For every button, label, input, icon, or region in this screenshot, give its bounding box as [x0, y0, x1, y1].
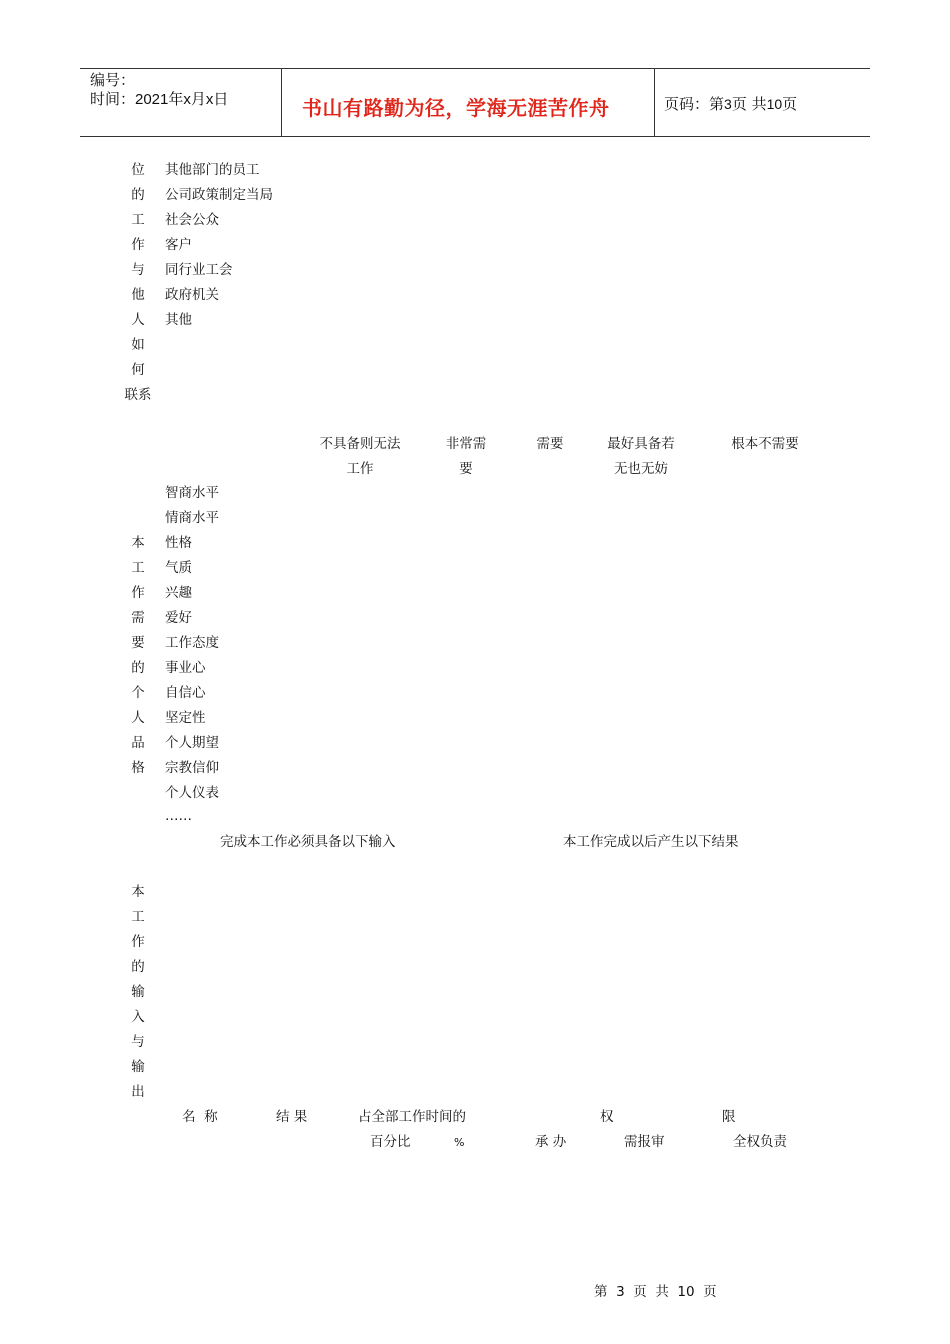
side-char: 的	[131, 959, 145, 975]
side-char: 工	[131, 560, 145, 576]
list-item: 性格	[165, 535, 192, 551]
list-item: 智商水平	[165, 485, 219, 501]
list-item: 客户	[165, 237, 192, 253]
scale-header-not-needed	[720, 432, 810, 457]
side-char: 需	[131, 610, 145, 626]
col-header-pct-unit: %	[454, 1136, 465, 1149]
list-item: 其他部门的员工	[165, 162, 260, 178]
qualities-list	[165, 481, 219, 826]
side-char: 如	[131, 337, 145, 353]
scale-header-needed	[525, 432, 575, 457]
side-char: 格	[131, 760, 145, 776]
side-char: 品	[131, 735, 145, 751]
page-total: 10	[766, 96, 783, 112]
page-current: 3	[724, 96, 732, 112]
list-item: 爱好	[165, 610, 192, 626]
side-char: 工	[131, 212, 145, 228]
col-header-name: 名 称	[182, 1109, 218, 1125]
scale-header-very-needed	[436, 432, 496, 482]
page-suffix: 页	[782, 95, 798, 113]
side-char: 入	[131, 1009, 145, 1025]
list-item: 同行业工会	[165, 262, 233, 278]
side-char: 出	[131, 1084, 145, 1100]
qualities-side-label	[130, 531, 146, 781]
scale-header-line: 要	[459, 461, 473, 477]
col-header-pct: 百分比	[370, 1134, 411, 1150]
side-char: 工	[131, 909, 145, 925]
list-item: 公司政策制定当局	[165, 187, 273, 203]
header-number-label: 编号：	[90, 72, 136, 89]
col-header-time-pct: 占全部工作时间的	[358, 1109, 466, 1125]
header-divider-right	[654, 68, 655, 136]
scale-header-line: 无也无妨	[614, 461, 668, 477]
output-header: 本工作完成以后产生以下结果	[563, 834, 739, 850]
page-mid: 页 共	[731, 95, 767, 113]
side-char: 输	[131, 1059, 145, 1075]
list-item: 其他	[165, 312, 192, 328]
list-item: 自信心	[165, 685, 206, 701]
list-item: 个人期望	[165, 735, 219, 751]
input-header: 完成本工作必须具备以下输入	[220, 834, 396, 850]
side-char: 人	[131, 312, 145, 328]
page-prefix: 页码：第	[664, 95, 725, 113]
sub-header-need-review: 需报审	[624, 1134, 665, 1150]
scale-header-essential	[310, 432, 410, 482]
scale-header-line: 需要	[536, 436, 564, 452]
header-divider-left	[281, 68, 282, 136]
side-char: 的	[131, 660, 145, 676]
side-char: 位	[131, 162, 145, 178]
col-header-result: 结 果	[276, 1109, 308, 1125]
scale-header-nice-to-have	[596, 432, 686, 482]
list-item: 坚定性	[165, 710, 206, 726]
col-header-authority-b: 限	[722, 1109, 736, 1125]
side-char: 作	[131, 934, 145, 950]
side-char: 个	[131, 685, 145, 701]
list-item: 情商水平	[165, 510, 219, 526]
side-char: 与	[131, 1034, 145, 1050]
side-char: 的	[131, 187, 145, 203]
list-item: 事业心	[165, 660, 206, 676]
header-bottom-border	[80, 136, 870, 137]
header-top-border	[80, 68, 870, 69]
side-char: 本	[131, 884, 145, 900]
side-char: 与	[131, 262, 145, 278]
scale-header-line: 最好具备若	[607, 436, 675, 452]
list-item: 兴趣	[165, 585, 192, 601]
list-item: ……	[165, 808, 192, 824]
io-side-label	[130, 880, 146, 1105]
side-char: 他	[131, 287, 145, 303]
contacts-side-label	[124, 158, 152, 408]
side-char: 何	[131, 362, 145, 378]
side-char: 人	[131, 710, 145, 726]
contacts-list	[165, 158, 273, 333]
side-char: 作	[131, 585, 145, 601]
sub-header-full-responsibility: 全权负责	[733, 1134, 787, 1150]
side-char: 作	[131, 237, 145, 253]
list-item: 社会公众	[165, 212, 219, 228]
list-item: 工作态度	[165, 635, 219, 651]
list-item: 宗教信仰	[165, 760, 219, 776]
scale-header-line: 非常需	[445, 436, 487, 452]
side-char: 本	[131, 535, 145, 551]
col-header-authority-a: 权	[600, 1109, 614, 1125]
sub-header-undertake: 承 办	[535, 1134, 567, 1150]
scale-header-line: 工作	[346, 461, 374, 477]
list-item: 政府机关	[165, 287, 219, 303]
header-time-label: 时间：2021年x月x日	[90, 91, 229, 108]
scale-header-line: 不具备则无法	[319, 436, 401, 452]
list-item: 气质	[165, 560, 192, 576]
side-char: 联系	[124, 387, 152, 403]
scale-header-line: 根本不需要	[731, 436, 799, 452]
side-char: 要	[131, 635, 145, 651]
header-motto: 书山有路勤为径，学海无涯苦作舟	[302, 96, 610, 120]
side-char: 输	[131, 984, 145, 1000]
header-page-indicator	[664, 93, 797, 114]
list-item: 个人仪表	[165, 785, 219, 801]
page-footer: 第 3 页 共 10 页	[594, 1284, 717, 1300]
